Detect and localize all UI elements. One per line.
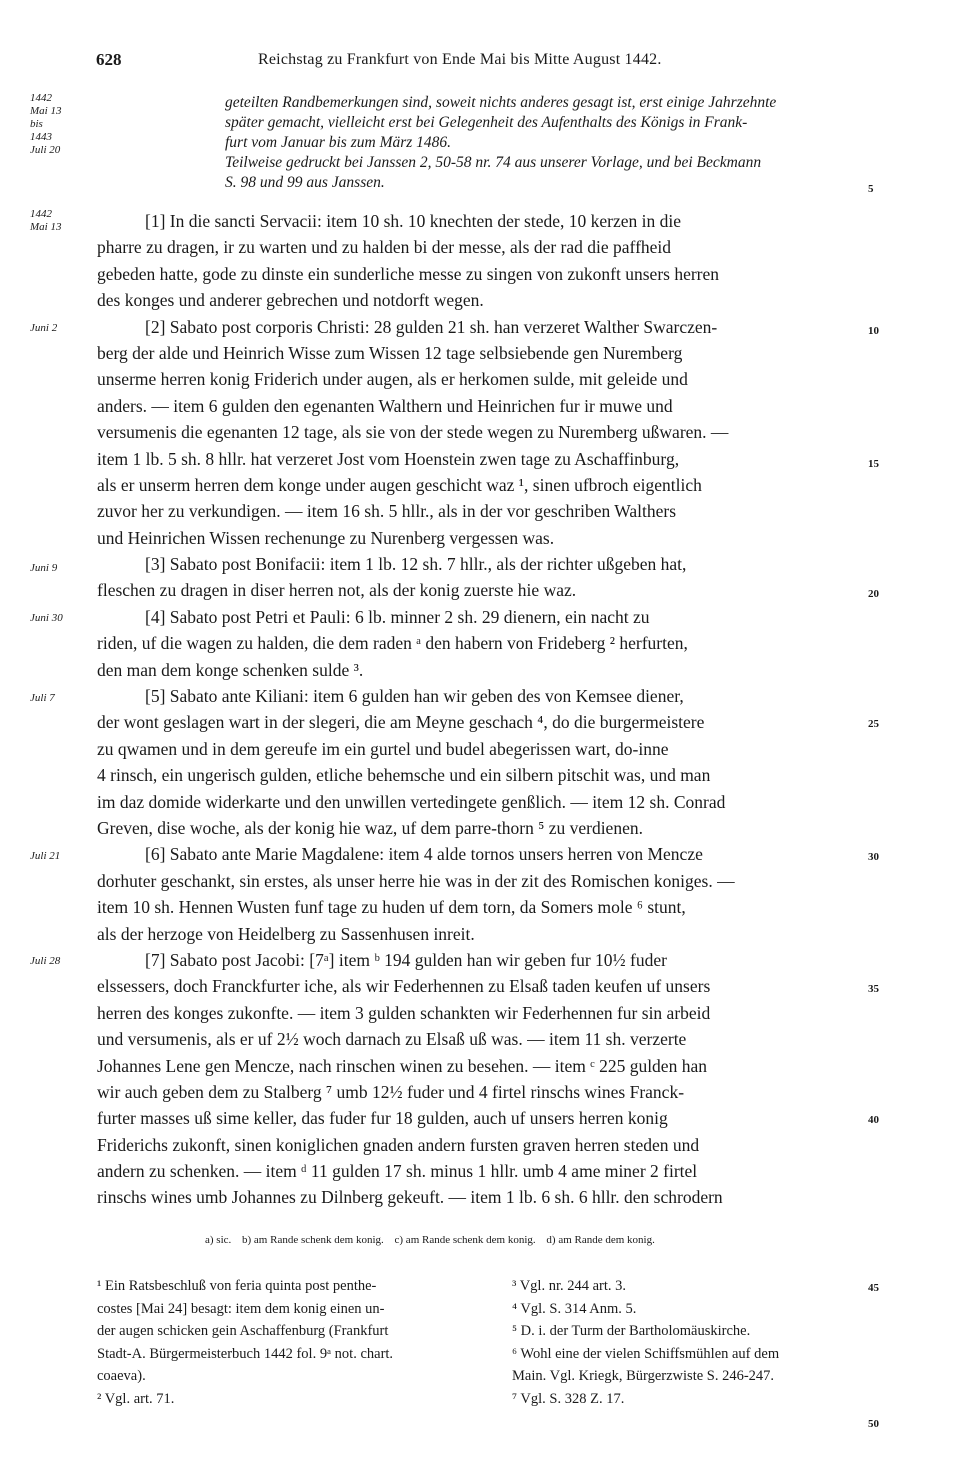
line-number: 5	[868, 183, 874, 195]
text-line: der wont geslagen wart in der slegeri, die am Meyne geschach ⁴, do die burgermeistere	[97, 712, 705, 733]
line-number: 45	[868, 1282, 879, 1294]
text-line: [2] Sabato post corporis Christi: 28 gulden 21 sh. han verzeret Walther Swarczen-	[145, 316, 718, 337]
text-line: als der herzoge von Heidelberg zu Sassenhusen inreit.	[97, 923, 475, 944]
text-line: den man dem konge schenken sulde ³.	[97, 659, 364, 680]
text-line: rinschs wines umb Johannes zu Dilnberg gekeuft. — item 1 lb. 6 sh. 6 hllr. den schrodern	[97, 1187, 723, 1208]
margin-date: Juli 21	[30, 850, 61, 862]
footnote-line: costes [Mai 24] besagt: item dem konig einen un-	[97, 1300, 385, 1317]
text-line: und Heinrichen Wissen rechenunge zu Nurenberg vergessen was.	[97, 527, 555, 548]
line-number: 40	[868, 1114, 879, 1126]
running-title: Reichstag zu Frankfurt von Ende Mai bis Mitte August 1442.	[258, 51, 662, 68]
line-number: 30	[868, 851, 879, 863]
margin-date: Juni 2	[30, 322, 58, 334]
text-line: im daz domide widerkarte und den unwillen vertedingete genßlich. — item 12 sh. Conrad	[97, 791, 726, 812]
editorial-intro	[225, 93, 885, 193]
text-line: [6] Sabato ante Marie Magdalene: item 4 alde tornos unsers herren von Mencze	[145, 844, 703, 865]
footnote-line: ⁷ Vgl. S. 328 Z. 17.	[512, 1390, 625, 1407]
apparatus-note: c) am Rande schenk dem konig.	[394, 1234, 536, 1246]
margin-date: Juli 28	[30, 955, 61, 967]
apparatus-note: d) am Rande dem konig.	[546, 1234, 655, 1246]
line-number: 50	[868, 1418, 879, 1430]
text-line: [7] Sabato post Jacobi: [7ᵃ] item ᵇ 194 gulden han wir geben fur 10½ fuder	[145, 949, 667, 970]
text-line: 4 rinsch, ein ungerisch gulden, etliche behemsche und ein silbern pitschit was, und man	[97, 765, 711, 786]
footnotes-left	[97, 1275, 482, 1410]
footnote-line: ⁴ Vgl. S. 314 Anm. 5.	[512, 1300, 637, 1317]
text-line: Greven, dise woche, als der konig hie waz, uf dem parre-thorn ⁵ zu verdienen.	[97, 817, 643, 838]
footnotes-right	[512, 1275, 867, 1410]
line-number: 15	[868, 458, 879, 470]
footnote-line: der augen schicken gein Aschaffenburg (Frankfurt	[97, 1323, 389, 1339]
text-line: zuvor her zu verkundigen. — item 16 sh. 5 hllr., als in der vor geschriben Walthers	[97, 501, 677, 522]
intro-line: geteilten Randbemerkungen sind, soweit nichts anderes gesagt ist, erst einige Jahrzehnte	[225, 94, 777, 111]
footnote-line: ² Vgl. art. 71.	[97, 1390, 175, 1407]
text-line: [5] Sabato ante Kiliani: item 6 gulden han wir geben des von Kemsee diener,	[145, 686, 684, 707]
footnote-line: Main. Vgl. Kriegk, Bürgerzwiste S. 246-247.	[512, 1368, 775, 1384]
text-line: berg der alde und Heinrich Wisse zum Wissen 12 tage selbsiebende gen Nuremberg	[97, 342, 683, 363]
margin-date: Juni 9	[30, 562, 58, 574]
footnote-line: ³ Vgl. nr. 244 art. 3.	[512, 1278, 627, 1294]
apparatus-note: b) am Rande schenk dem konig.	[242, 1234, 384, 1246]
text-line: versumenis die egenanten 12 tage, als sie von der stede wegen zu Nuremberg ußwaren. —	[97, 422, 729, 443]
footnote-line: ⁵ D. i. der Turm der Bartholomäuskirche.	[512, 1323, 751, 1339]
line-number: 35	[868, 983, 879, 995]
intro-line: später gemacht, vielleicht erst bei Gelegenheit des Aufenthalts des Königs in Frank-	[225, 114, 748, 131]
line-number: 10	[868, 325, 879, 337]
margin-date: 1442 Mai 13 bis 1443 Juli 20	[30, 92, 62, 156]
margin-date: Juni 30	[30, 612, 63, 624]
text-line: wir auch geben dem zu Stalberg ⁷ umb 12½ fuder und 4 firtel rinschs wines Franck-	[97, 1081, 685, 1102]
text-line: anders. — item 6 gulden den egenanten Walthern und Heinrichen fur ir muwe und	[97, 395, 673, 416]
footnote-line: ⁶ Wohl eine der vielen Schiffsmühlen auf dem	[512, 1345, 780, 1362]
apparatus-note: a) sic.	[205, 1234, 232, 1246]
text-line: pharre zu dragen, ir zu warten und zu halden bi der messe, als der rad die paffheid	[97, 237, 672, 258]
text-line: fleschen zu dragen in diser herren not, als der konig zuerste hie waz.	[97, 580, 577, 601]
text-line: [4] Sabato post Petri et Pauli: 6 lb. minner 2 sh. 29 dienern, ein nacht zu	[145, 606, 650, 627]
text-line: furter masses uß sime keller, das fuder fur 18 gulden, auch uf unsers herren konig	[97, 1108, 668, 1129]
footnote-line: coaeva).	[97, 1368, 146, 1384]
margin-date: 1442 Mai 13	[30, 208, 62, 233]
text-line: gebeden hatte, gode zu dinste ein sunderliche messe zu singen von zukonft unsers herren	[97, 263, 720, 284]
text-line: elssessers, doch Franckfurter iche, als wir Federhennen zu Elsaß taden keufen uf unsers	[97, 976, 711, 997]
intro-line: Teilweise gedruckt bei Janssen 2, 50-58 nr. 74 aus unserer Vorlage, und bei Beckmann	[225, 154, 762, 171]
text-line: item 10 sh. Hennen Wusten funf tage zu huden uf dem torn, da Somers mole ⁶ stunt,	[97, 897, 686, 918]
intro-line: S. 98 und 99 aus Janssen.	[225, 174, 385, 191]
page-number: 628	[96, 50, 122, 69]
line-number: 20	[868, 588, 879, 600]
text-line: [3] Sabato post Bonifacii: item 1 lb. 12 sh. 7 hllr., als der richter ußgeben hat,	[145, 554, 687, 575]
text-line: item 1 lb. 5 sh. 8 hllr. hat verzeret Jost vom Hoenstein zwen tage zu Aschaffinburg,	[97, 448, 680, 469]
text-line: riden, uf die wagen zu halden, die dem raden ᵃ den habern von Frideberg ² herfurten,	[97, 633, 688, 654]
intro-line: furt vom Januar bis zum März 1486.	[225, 134, 452, 151]
text-line: Friderichs zukonft, sinen koniglichen gnaden andern fursten graven herren steden und	[97, 1134, 700, 1155]
text-line: herren des konges zukonfte. — item 3 gulden schankten wir Federhennen fur sin arbeid	[97, 1002, 711, 1023]
text-line: des konges und anderer gebrechen und notdorft wegen.	[97, 290, 484, 311]
text-line: und versumenis, als er uf 2½ woch darnach zu Elsaß uß was. — item 11 sh. verzerte	[97, 1029, 687, 1050]
text-line: Johannes Lene gen Mencze, nach rinschen winen zu besehen. — item ᶜ 225 gulden han	[97, 1055, 707, 1076]
margin-date: Juli 7	[30, 692, 55, 704]
line-number: 25	[868, 718, 879, 730]
footnote-line: ¹ Ein Ratsbeschluß von feria quinta post penthe-	[97, 1278, 377, 1294]
text-line: andern zu schenken. — item ᵈ 11 gulden 17 sh. minus 1 hllr. umb 4 ame miner 2 firtel	[97, 1161, 698, 1182]
footnote-line: Stadt-A. Bürgermeisterbuch 1442 fol. 9ᵃ not. chart.	[97, 1345, 394, 1362]
main-text	[97, 208, 859, 1211]
text-line: zu qwamen und in dem gereufe im ein gurtel und budel abegerissen wart, do-inne	[97, 738, 669, 759]
text-line: [1] In die sancti Servacii: item 10 sh. 10 knechten der stede, 10 kerzen in die	[145, 211, 682, 231]
text-line: dorhuter geschankt, sin erstes, als unser herre hie was in der zit des Romischen koniges. —	[97, 870, 735, 891]
text-line: als er unserm herren dem konge under augen geschicht waz ¹, sinen ufbroch eigentlich	[97, 474, 702, 495]
apparatus-notes	[205, 1234, 663, 1246]
text-line: unserme herren konig Friderich under augen, als er herkomen sulde, mit geleide und	[97, 369, 688, 390]
